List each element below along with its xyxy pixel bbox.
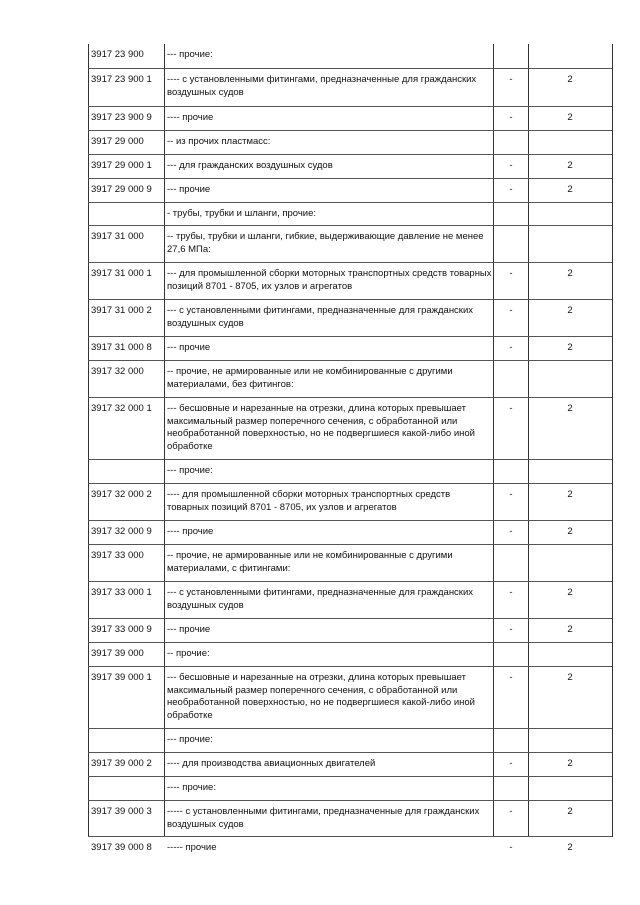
description: --- прочие	[167, 342, 211, 353]
duty-rate: 2	[567, 587, 573, 598]
unit: -	[509, 403, 513, 414]
tariff-code: 3917 31 000	[91, 231, 144, 242]
duty-rate: 2	[567, 624, 573, 635]
tariff-code: 3917 33 000	[91, 550, 144, 561]
description: --- для гражданских воздушных судов	[167, 160, 333, 171]
description: ---- для промышленной сборки моторных транспортных средств товарных позиций 8701 - 8705, их узлов и агрегатов	[167, 489, 451, 513]
description: ----- прочие	[167, 842, 217, 853]
duty-rate: 2	[567, 672, 573, 683]
tariff-code: 3917 29 000 9	[91, 184, 152, 195]
duty-rate: 2	[567, 842, 573, 853]
table-row	[88, 801, 612, 837]
description: --- для промышленной сборки моторных транспортных средств товарных позиций 8701 - 8705, их узлов и агрегатов	[167, 268, 492, 292]
table-row	[88, 777, 612, 801]
tariff-code: 3917 32 000	[91, 366, 144, 377]
unit: -	[509, 587, 513, 598]
description: --- с установленными фитингами, предназначенные для гражданских воздушных судов	[167, 305, 474, 329]
duty-rate: 2	[567, 403, 573, 414]
tariff-code: 3917 39 000 3	[91, 806, 152, 817]
unit: -	[509, 806, 513, 817]
unit: -	[509, 342, 513, 353]
duty-rate: 2	[567, 184, 573, 195]
description: --- прочие:	[167, 49, 213, 60]
description: --- бесшовные и нарезанные на отрезки, длина которых превышает максимальный размер поперечного сечения, с обработанной или необработанной поверхностью, но не подвергшиеся какой-либо иной обработке	[167, 672, 475, 721]
table-row	[88, 226, 612, 263]
tariff-code: 3917 29 000 1	[91, 160, 152, 171]
duty-rate: 2	[567, 806, 573, 817]
tariff-code: 3917 32 000 9	[91, 526, 152, 537]
description: --- прочие:	[167, 465, 213, 476]
table-row	[88, 300, 612, 337]
table-row	[88, 729, 612, 753]
unit: -	[509, 160, 513, 171]
duty-rate: 2	[567, 74, 573, 85]
tariff-table	[88, 44, 612, 861]
table-row	[88, 337, 612, 361]
table-row	[88, 619, 612, 643]
table-row	[88, 131, 612, 155]
duty-rate: 2	[567, 342, 573, 353]
description: ---- для производства авиационных двигателей	[167, 758, 376, 769]
table-row	[88, 179, 612, 203]
unit: -	[509, 268, 513, 279]
unit: -	[509, 305, 513, 316]
description: -- прочие:	[167, 648, 210, 659]
description: -- прочие, не армированные или не комбинированные с другими материалами, без фитингов:	[167, 366, 453, 390]
table-row	[88, 263, 612, 300]
table-row	[88, 667, 612, 729]
table-row	[88, 107, 612, 131]
tariff-code: 3917 23 900 1	[91, 74, 152, 85]
tariff-code: 3917 23 900	[91, 49, 144, 60]
description: --- с установленными фитингами, предназначенные для гражданских воздушных судов	[167, 587, 474, 611]
description: ---- прочие:	[167, 782, 216, 793]
description: -- прочие, не армированные или не комбинированные с другими материалами, с фитингами:	[167, 550, 453, 574]
description: - трубы, трубки и шланги, прочие:	[167, 208, 317, 219]
unit: -	[509, 842, 513, 853]
description: ----- с установленными фитингами, предназначенные для гражданских воздушных судов	[167, 806, 480, 830]
tariff-code: 3917 33 000 9	[91, 624, 152, 635]
table-row	[88, 361, 612, 398]
tariff-code: 3917 31 000 2	[91, 305, 152, 316]
tariff-code: 3917 39 000 1	[91, 672, 152, 683]
description: --- бесшовные и нарезанные на отрезки, длина которых превышает максимальный размер поперечного сечения, с обработанной или необработанной поверхностью, но не подвергшиеся какой-либо иной обработке	[167, 403, 475, 452]
description: ---- с установленными фитингами, предназначенные для гражданских воздушных судов	[167, 74, 477, 98]
duty-rate: 2	[567, 305, 573, 316]
unit: -	[509, 526, 513, 537]
table-row	[88, 545, 612, 582]
tariff-code: 3917 23 900 9	[91, 112, 152, 123]
description: ---- прочие	[167, 526, 214, 537]
unit: -	[509, 672, 513, 683]
tariff-code: 3917 39 000	[91, 648, 144, 659]
table-row	[88, 203, 612, 226]
table-row	[88, 398, 612, 460]
table-row	[88, 521, 612, 545]
table-row	[88, 155, 612, 179]
description: --- прочие	[167, 624, 211, 635]
tariff-code: 3917 29 000	[91, 136, 144, 147]
unit: -	[509, 184, 513, 195]
table-row	[88, 484, 612, 521]
tariff-code: 3917 39 000 2	[91, 758, 152, 769]
description: -- из прочих пластмасс:	[167, 136, 271, 147]
table-row	[88, 582, 612, 619]
unit: -	[509, 74, 513, 85]
description: --- прочие:	[167, 734, 213, 745]
tariff-code: 3917 31 000 8	[91, 342, 152, 353]
table-row	[88, 460, 612, 484]
duty-rate: 2	[567, 526, 573, 537]
tariff-code: 3917 39 000 8	[91, 842, 152, 853]
column-divider	[612, 44, 613, 837]
duty-rate: 2	[567, 758, 573, 769]
description: -- трубы, трубки и шланги, гибкие, выдерживающие давление не менее 27,6 МПа:	[167, 231, 484, 255]
unit: -	[509, 758, 513, 769]
duty-rate: 2	[567, 268, 573, 279]
duty-rate: 2	[567, 112, 573, 123]
tariff-code: 3917 32 000 1	[91, 403, 152, 414]
description: --- прочие	[167, 184, 211, 195]
tariff-code: 3917 32 000 2	[91, 489, 152, 500]
unit: -	[509, 489, 513, 500]
unit: -	[509, 112, 513, 123]
tariff-code: 3917 33 000 1	[91, 587, 152, 598]
table-row	[88, 643, 612, 667]
duty-rate: 2	[567, 160, 573, 171]
duty-rate: 2	[567, 489, 573, 500]
table-row	[88, 44, 612, 69]
unit: -	[509, 624, 513, 635]
table-row	[88, 837, 612, 861]
description: ---- прочие	[167, 112, 214, 123]
tariff-code: 3917 31 000 1	[91, 268, 152, 279]
table-row	[88, 69, 612, 107]
table-row	[88, 753, 612, 777]
